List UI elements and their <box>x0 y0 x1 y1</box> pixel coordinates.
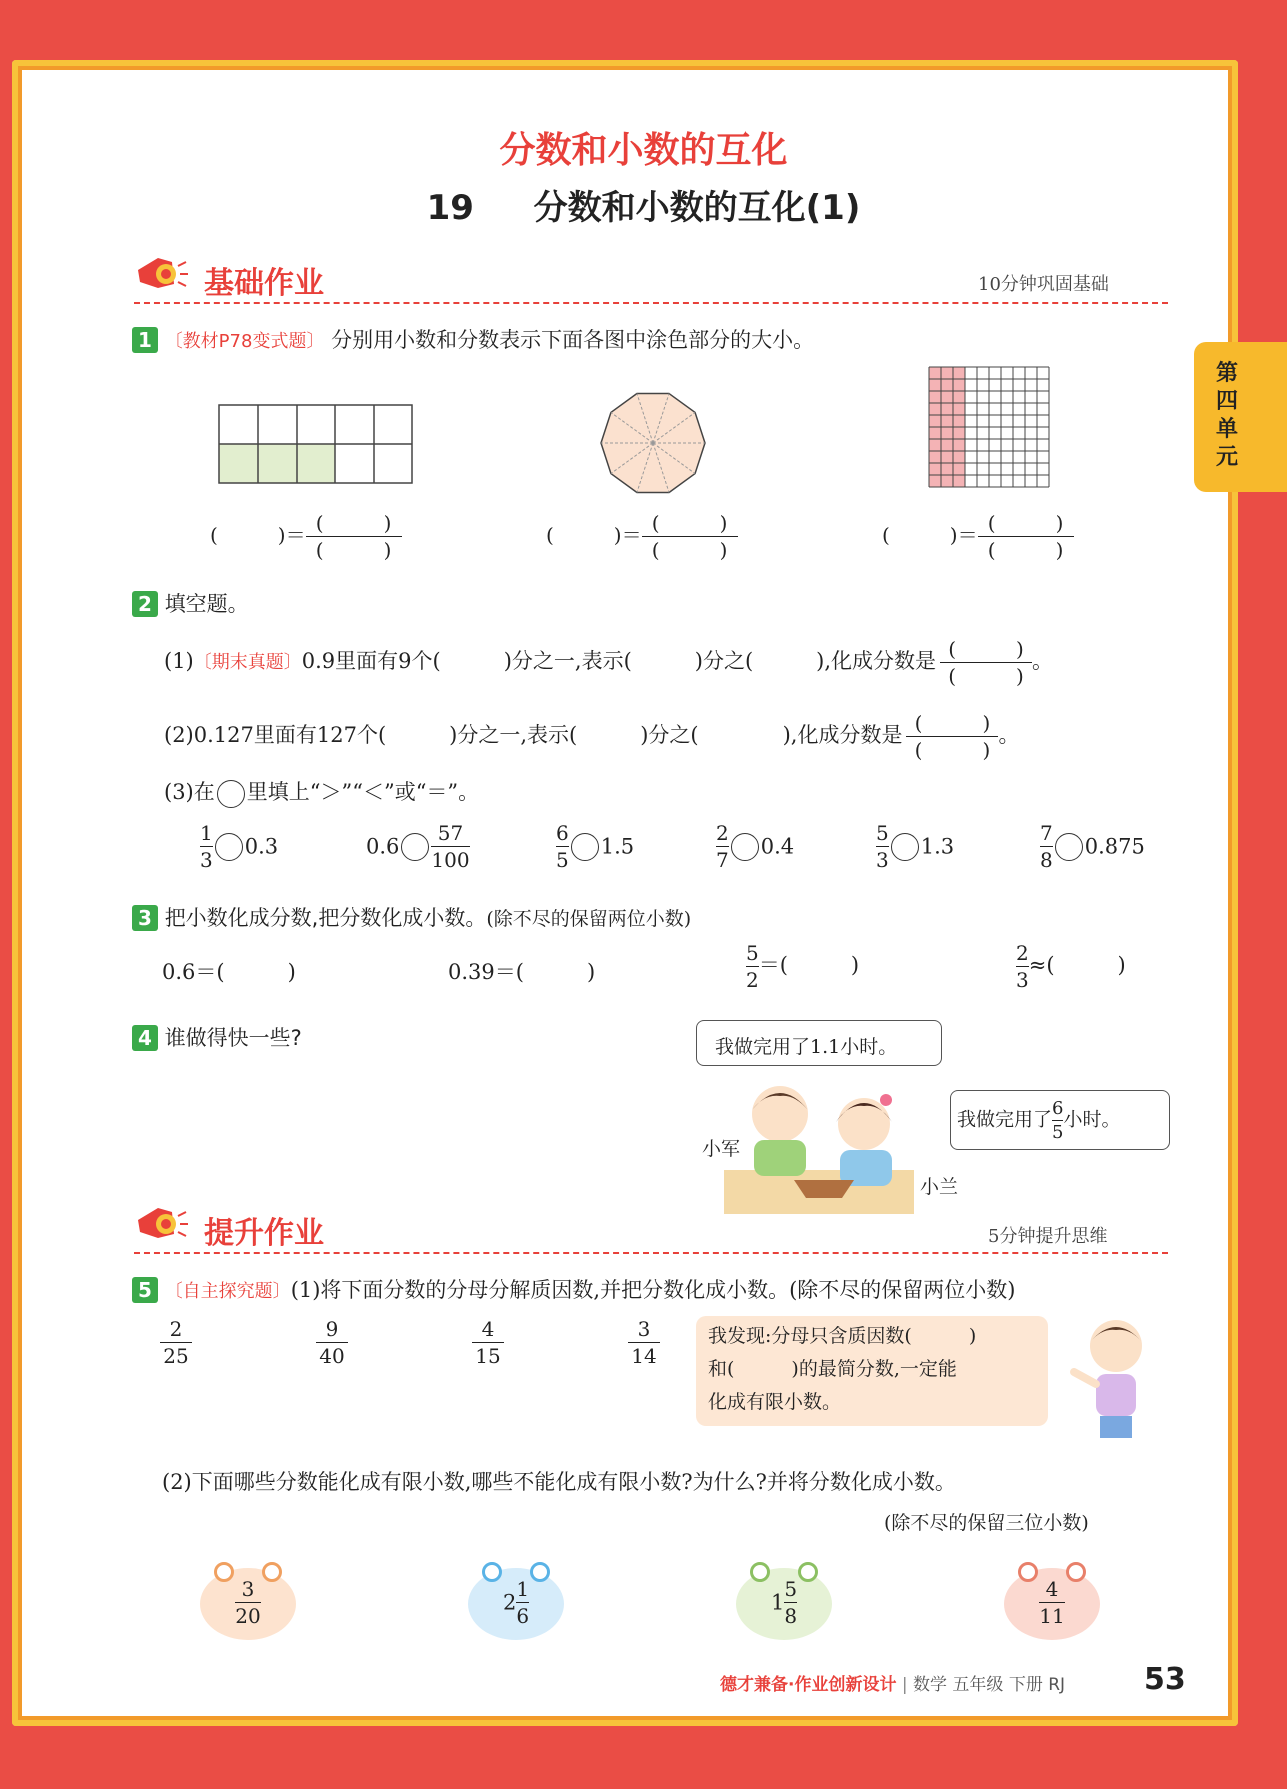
q4-text: 谁做得快一些? <box>164 1026 302 1050</box>
figure-decagon <box>598 388 708 498</box>
footer-brand: 德才兼备·作业创新设计 <box>720 1675 897 1695</box>
q2-number: 2 <box>132 591 158 617</box>
page-number: 53 <box>1144 1662 1186 1697</box>
megaphone-icon <box>132 250 188 300</box>
q1-answer-3[interactable]: ( )＝ $\frac{( )}{( )}$ <box>882 512 1074 561</box>
q2-part3: (3)在 里填上“＞”“＜”或“＝”。 <box>164 776 479 808</box>
speech-bubble-xiaolan: 我做完用了 $\frac{6}{5}$ 小时。 <box>950 1090 1170 1150</box>
compare-item[interactable]: $\frac{5}{3}$ 1.3 <box>876 821 955 872</box>
lesson-number: 19 <box>426 188 474 228</box>
q5-fraction <box>628 1318 660 1367</box>
fraction: $\frac{4}{11}$ <box>1039 1577 1065 1628</box>
lesson-title: 分数和小数的互化(1) <box>533 188 861 228</box>
q5-fraction-row[interactable] <box>160 1318 700 1378</box>
q3-item-1[interactable]: 0.6＝( ) <box>162 960 296 984</box>
q1-answer-2[interactable]: ( )＝ $\frac{( )}{( )}$ <box>546 512 738 561</box>
name-xiaojun: 小军 <box>702 1138 741 1160</box>
footer: 德才兼备·作业创新设计 | 数学 五年级 下册 RJ <box>720 1675 1066 1695</box>
q5-tag: 〔自主探究题〕 <box>164 1281 291 1302</box>
q4-prompt <box>132 1022 302 1052</box>
compare-item[interactable]: 0.6 $\frac{57}{100}$ <box>366 821 470 872</box>
frog-fraction[interactable] <box>1004 1568 1100 1640</box>
q5-fraction <box>160 1318 192 1367</box>
fraction: $\frac{5}{8}$ <box>784 1577 798 1628</box>
figure-hundred-grid <box>928 366 1050 488</box>
frog-fraction[interactable]: 2 $\frac{1}{6}$ <box>468 1568 564 1640</box>
q5-fraction <box>316 1318 348 1367</box>
q1-answer-1[interactable]: ( )＝ $\frac{( )}{( )}$ <box>210 512 402 561</box>
section-basic-divider <box>134 302 1168 304</box>
q1-tag: 〔教材P78变式题〕 <box>164 331 325 352</box>
fraction: $\frac{5}{3}$ <box>876 821 889 872</box>
fraction: $\frac{57}{100}$ <box>431 821 470 872</box>
compare-item[interactable]: $\frac{6}{5}$ 1.5 <box>556 821 635 872</box>
fraction: $\frac{2}{25}$ <box>160 1318 192 1367</box>
fraction: $\frac{4}{15}$ <box>472 1318 504 1367</box>
section-advanced-note: 5分钟提升思维 <box>988 1226 1108 1247</box>
q3-item-4[interactable]: $\frac{2}{3}$ ≈( ) <box>1016 941 1126 992</box>
q3-note: (除不尽的保留两位小数) <box>486 908 692 930</box>
q1-number: 1 <box>132 327 158 353</box>
figure-rectangle-grid <box>218 404 414 484</box>
q5-part2-text: (2)下面哪些分数能化成有限小数,哪些不能化成有限小数?为什么?并将分数化成小数。 <box>162 1470 956 1494</box>
section-basic-note: 10分钟巩固基础 <box>978 274 1109 295</box>
megaphone-icon <box>132 1200 188 1250</box>
q2-part1[interactable]: (1)〔期末真题〕0.9里面有9个( )分之一,表示( )分之( ),化成分数是 $\frac{( )}{( )}$ 。 <box>164 637 1054 688</box>
q1-text: 分别用小数和分数表示下面各图中涂色部分的大小。 <box>331 328 815 352</box>
fraction: $\frac{7}{8}$ <box>1040 821 1053 872</box>
fraction: $\frac{6}{5}$ <box>556 821 569 872</box>
section-basic-title: 基础作业 <box>204 266 324 301</box>
children-illustration <box>724 1070 918 1216</box>
frog-row[interactable] <box>0 1562 1287 1662</box>
unit-tab-label: 第四单元 <box>1215 361 1238 470</box>
q2-prompt <box>132 588 249 618</box>
discovery-box[interactable]: 我发现:分母只含质因数( ) 和( )的最简分数,一定能 化成有限小数。 <box>696 1316 1048 1426</box>
frog-fraction[interactable] <box>200 1568 296 1640</box>
q5-part2-note: (除不尽的保留三位小数) <box>884 1512 1089 1534</box>
fraction: $\frac{9}{40}$ <box>316 1318 348 1367</box>
compare-item[interactable]: $\frac{7}{8}$ 0.875 <box>1040 821 1145 872</box>
q2-text: 填空题。 <box>164 592 249 616</box>
fraction: $\frac{2}{7}$ <box>716 821 729 872</box>
boy-illustration <box>1068 1312 1164 1442</box>
compare-circle[interactable] <box>731 833 759 861</box>
q3-item-2[interactable]: 0.39＝( ) <box>448 960 596 984</box>
section-advanced-divider <box>134 1252 1168 1254</box>
q3-text: 把小数化成分数,把分数化成小数。 <box>164 906 487 930</box>
fraction: $\frac{1}{6}$ <box>516 1577 530 1628</box>
fraction: $\frac{3}{20}$ <box>235 1577 261 1628</box>
section-advanced-title: 提升作业 <box>204 1216 324 1251</box>
compare-circle[interactable] <box>215 833 243 861</box>
fraction: $\frac{1}{3}$ <box>200 821 213 872</box>
q5-number: 5 <box>132 1277 158 1303</box>
compare-item[interactable]: $\frac{2}{7}$ 0.4 <box>716 821 795 872</box>
frog-fraction[interactable]: 1 $\frac{5}{8}$ <box>736 1568 832 1640</box>
q3-number: 3 <box>132 905 158 931</box>
compare-item[interactable]: $\frac{1}{3}$ 0.3 <box>200 821 279 872</box>
fraction: $\frac{3}{14}$ <box>628 1318 660 1367</box>
q1-prompt <box>132 324 814 354</box>
speech-bubble-xiaojun: 我做完用了1.1小时。 <box>696 1020 942 1066</box>
q5-prompt <box>132 1274 1016 1304</box>
compare-circle[interactable] <box>571 833 599 861</box>
q5-part1-text: (1)将下面分数的分母分解质因数,并把分数化成小数。(除不尽的保留两位小数) <box>290 1278 1016 1302</box>
q4-number: 4 <box>132 1025 158 1051</box>
q5-fraction <box>472 1318 504 1367</box>
lesson-heading <box>0 180 1287 229</box>
unit-tab <box>1194 342 1287 492</box>
q3-item-3[interactable]: $\frac{5}{2}$ ＝( ) <box>746 941 860 992</box>
q2-part2[interactable]: (2)0.127里面有127个( )分之一,表示( )分之( ),化成分数是 $\frac{( )}{( )}$ 。 <box>164 711 1020 762</box>
q2-compare-row[interactable] <box>200 822 1180 882</box>
page-title: 分数和小数的互化 <box>499 130 788 171</box>
q3-prompt <box>132 902 691 932</box>
name-xiaolan: 小兰 <box>920 1176 959 1198</box>
compare-circle[interactable] <box>1055 833 1083 861</box>
footer-info: 数学 五年级 下册 RJ <box>913 1675 1066 1695</box>
compare-circle[interactable] <box>891 833 919 861</box>
compare-circle[interactable] <box>401 833 429 861</box>
